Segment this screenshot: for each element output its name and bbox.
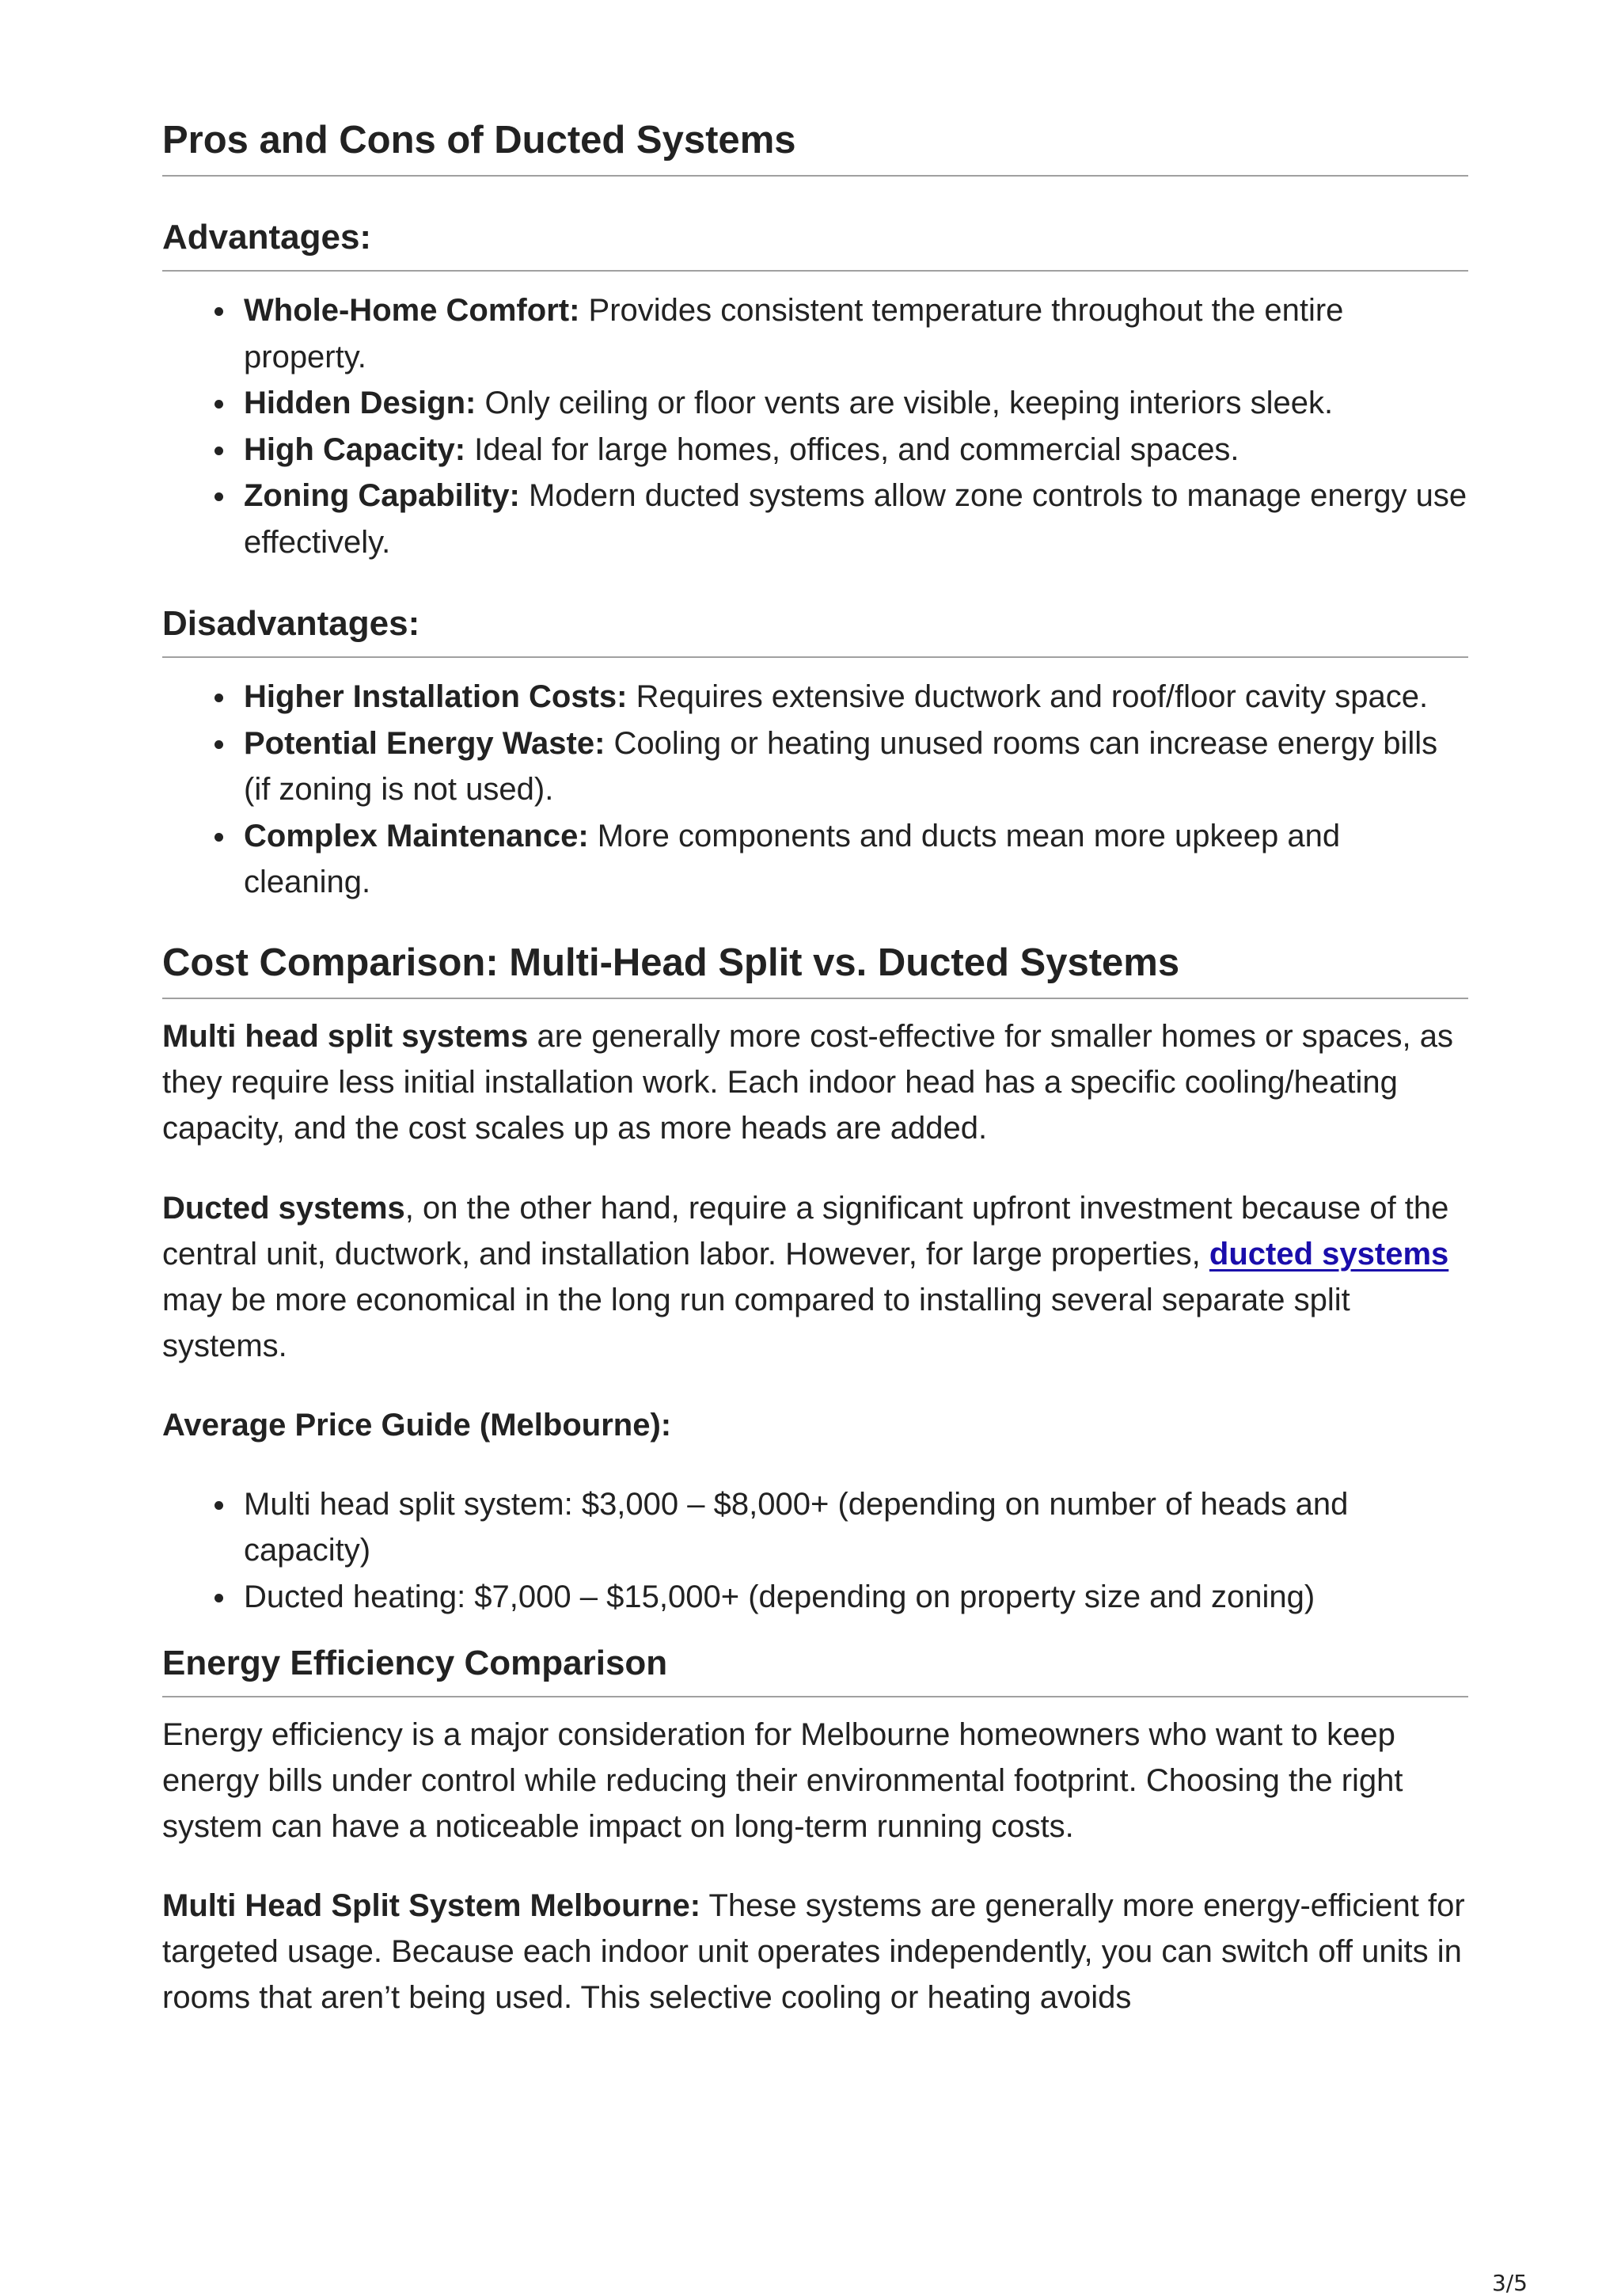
list-item-label: High Capacity:	[244, 431, 466, 467]
list-item-text: More components and ducts mean more upkeep and cleaning.	[244, 818, 1341, 899]
advantages-list	[162, 287, 1468, 565]
list-item	[244, 380, 1468, 427]
section-title-cost-comparison: Cost Comparison: Multi-Head Split vs. Ducted Systems	[162, 939, 1468, 999]
paragraph-text: These systems are generally more energy-efficient for targeted usage. Because each indoor unit operates independently, you can switch off units in rooms that aren’t being used. This selective cooling or heating avoids	[162, 1888, 1465, 2015]
paragraph-text: are generally more cost-effective for smaller homes or spaces, as they require less initial installation work. Each indoor head has a specific cooling/heating capacity, and the cost scales up as more heads are added.	[162, 1018, 1453, 1146]
list-item	[244, 1574, 1468, 1621]
document-page	[162, 0, 1468, 2020]
bold-term: Multi head split systems	[162, 1018, 529, 1054]
bold-term: Ducted systems	[162, 1190, 405, 1226]
list-item	[244, 720, 1468, 813]
list-item-label: Potential Energy Waste:	[244, 725, 606, 761]
list-item	[244, 473, 1468, 565]
list-item-text: Cooling or heating unused rooms can increase energy bills (if zoning is not used).	[244, 725, 1438, 807]
list-item-text: Requires extensive ductwork and roof/floor cavity space.	[627, 679, 1429, 714]
list-item-label: Zoning Capability:	[244, 478, 520, 513]
list-item	[244, 287, 1468, 380]
disadvantages-list	[162, 674, 1468, 906]
list-item	[244, 427, 1468, 473]
list-item-text: Modern ducted systems allow zone controls to manage energy use effectively.	[244, 478, 1467, 560]
list-item	[244, 813, 1468, 906]
list-item-text: Provides consistent temperature throughout the entire property.	[244, 293, 1344, 374]
energy-paragraph-multi-head	[162, 1883, 1468, 2020]
section-title-energy-efficiency: Energy Efficiency Comparison	[162, 1642, 1468, 1697]
list-item-label: Hidden Design:	[244, 386, 476, 420]
list-item-label: Whole-Home Comfort:	[244, 293, 580, 328]
list-item-label: Complex Maintenance:	[244, 818, 589, 853]
price-guide-title-text: Average Price Guide (Melbourne):	[162, 1407, 672, 1443]
bold-term: Multi Head Split System Melbourne:	[162, 1888, 701, 1923]
price-guide-title	[162, 1402, 1468, 1448]
list-item	[244, 674, 1468, 720]
list-item	[244, 1481, 1468, 1574]
energy-paragraph-intro: Energy efficiency is a major consideration for Melbourne homeowners who want to keep energy bills under control while reducing their environmental footprint. Choosing the right system can have a noticeable impact on long-term running costs.	[162, 1717, 1403, 1844]
list-item-text: Ideal for large homes, offices, and commercial spaces.	[465, 431, 1239, 467]
list-item-label: Higher Installation Costs:	[244, 679, 628, 714]
section-title-pros-cons: Pros and Cons of Ducted Systems	[162, 116, 1468, 177]
cost-paragraph-multi-head	[162, 1013, 1468, 1151]
list-item-text: Multi head split system: $3,000 – $8,000+ (depending on number of heads and capacity)	[244, 1486, 1349, 1568]
list-item-text: Only ceiling or floor vents are visible, keeping interiors sleek.	[476, 386, 1334, 420]
cost-paragraph-ducted	[162, 1185, 1468, 1369]
disadvantages-heading: Disadvantages:	[162, 603, 1468, 658]
paragraph-text: may be more economical in the long run compared to installing several separate split systems.	[162, 1282, 1350, 1363]
price-guide-list	[162, 1481, 1468, 1621]
page-number: 3/5	[1491, 2270, 1528, 2296]
paragraph-text: , on the other hand, require a significant upfront investment because of the central unit, ductwork, and installation labor. However, for large properties,	[162, 1190, 1449, 1272]
ducted-systems-link[interactable]: ducted systems	[1209, 1236, 1449, 1272]
list-item-text: Ducted heating: $7,000 – $15,000+ (depending on property size and zoning)	[244, 1579, 1315, 1614]
advantages-heading: Advantages:	[162, 216, 1468, 272]
